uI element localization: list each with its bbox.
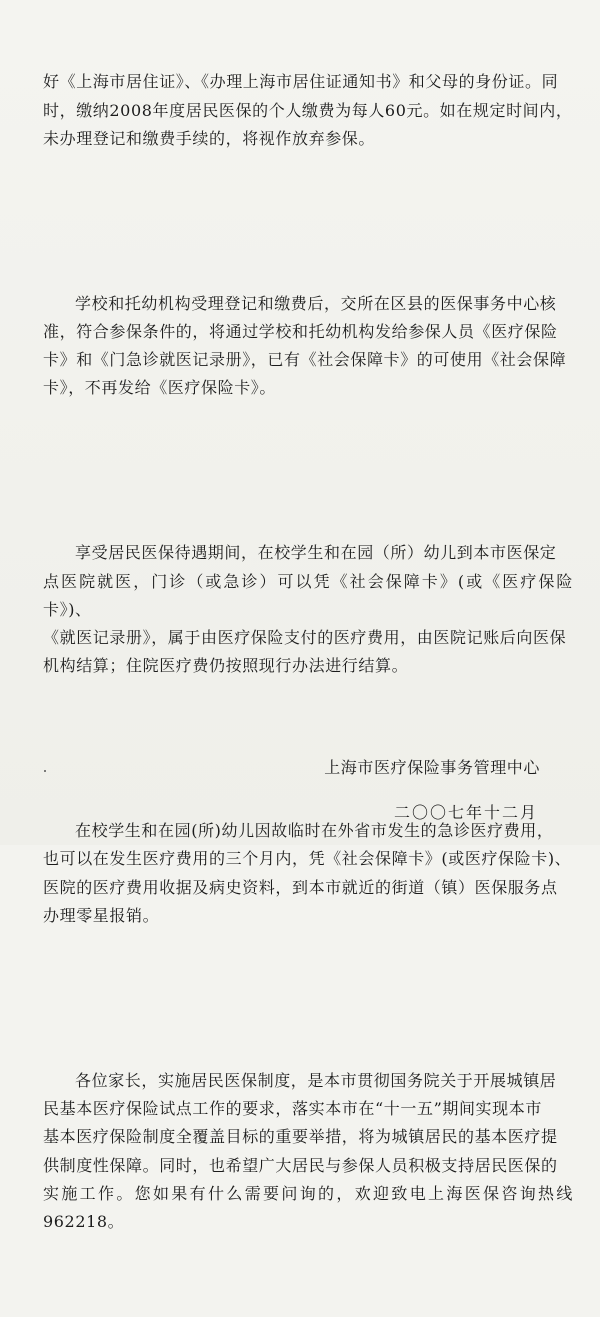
text-line: 享受居民医保待遇期间，在校学生和在园（所）幼儿到本市医保定 bbox=[75, 543, 557, 563]
text-line: 机构结算；住院医疗费仍按照现行办法进行结算。 bbox=[43, 656, 409, 676]
text-line: 学校和托幼机构受理登记和缴费后，交所在区县的医保事务中心核 bbox=[75, 293, 557, 313]
text-line: 在校学生和在园(所)幼儿因故临时在外省市发生的急诊医疗费用， bbox=[75, 821, 554, 841]
text-line: 实施工作。您如果有什么需要问询的，欢迎致电上海医保咨询热线962218。 bbox=[43, 1183, 573, 1231]
paragraph-4 bbox=[43, 761, 573, 987]
issue-date: 二〇〇七年十二月 bbox=[393, 803, 538, 822]
text-line: 时，缴纳2008年度居民医保的个人缴费为每人60元。如在规定时间内， bbox=[43, 100, 573, 120]
text-line: 供制度性保障。同时，也希望广大居民与参保人员积极支持居民医保的 bbox=[43, 1155, 558, 1175]
text-line: 基本医疗保险制度全覆盖目标的重要举措，将为城镇居民的基本医疗提 bbox=[43, 1127, 558, 1147]
text-line: 准，符合参保条件的，将通过学校和托幼机构发给参保人员《医疗保险 bbox=[43, 322, 558, 342]
text-line: 各位家长，实施居民医保制度，是本市贯彻国务院关于开展城镇居 bbox=[75, 1070, 557, 1090]
scan-speck bbox=[44, 770, 46, 772]
text-line: 卡》，不再发给《医疗保险卡》。 bbox=[43, 378, 277, 398]
document-body bbox=[43, 12, 573, 1317]
text-line: 好《上海市居住证》、《办理上海市居住证通知书》和父母的身份证。同 bbox=[43, 72, 559, 92]
paragraph-5 bbox=[43, 1011, 573, 1293]
paragraph-2 bbox=[43, 233, 573, 459]
text-line: 点医院就医，门诊（或急诊）可以凭《社会保障卡》(或《医疗保险卡》)、 bbox=[43, 571, 573, 619]
text-line: 《就医记录册》，属于由医疗保险支付的医疗费用，由医院记账后向医保 bbox=[43, 628, 567, 648]
paragraph-3 bbox=[43, 483, 573, 737]
text-line: 医院的医疗费用收据及病史资料，到本市就近的街道（镇）医保服务点 bbox=[43, 877, 558, 897]
text-line: 未办理登记和缴费手续的，将视作放弃参保。 bbox=[43, 128, 376, 148]
text-line: 卡》和《门急诊就医记录册》，已有《社会保障卡》的可使用《社会保障 bbox=[43, 350, 567, 370]
signature: 上海市医疗保险事务管理中心 bbox=[324, 758, 540, 777]
text-line: 办理零星报销。 bbox=[43, 905, 160, 925]
text-line: 民基本医疗保险试点工作的要求，落实本市在“十一五”期间实现本市 bbox=[43, 1099, 542, 1119]
paragraph-1 bbox=[43, 12, 573, 209]
text-line: 也可以在发生医疗费用的三个月内，凭《社会保障卡》(或医疗保险卡)、 bbox=[43, 849, 572, 869]
